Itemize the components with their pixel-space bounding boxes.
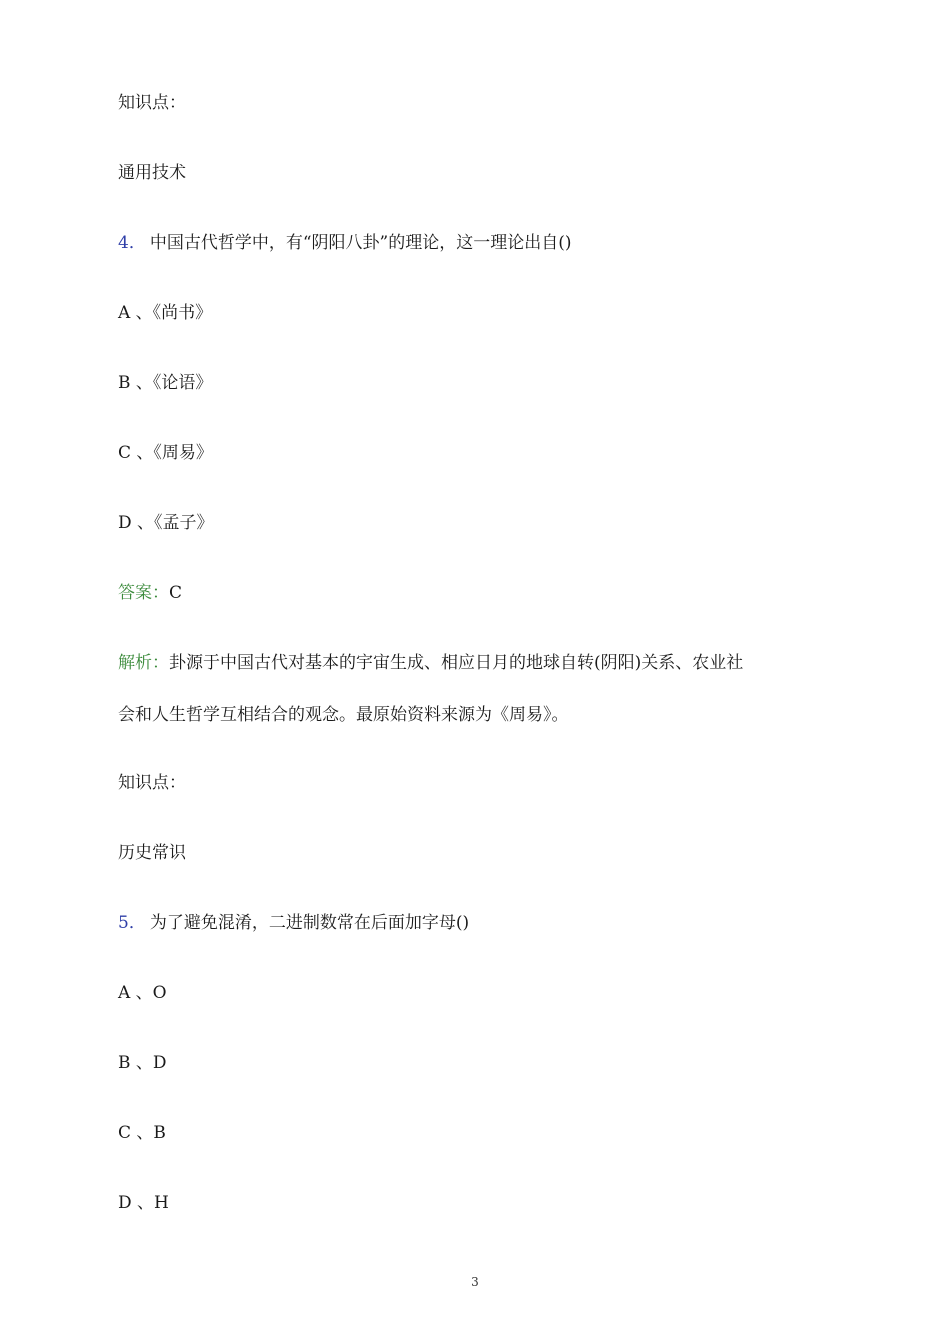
question-text: 中国古代哲学中，有“阴阳八卦”的理论，这一理论出自() (149, 233, 572, 253)
option-b: B 、《论语》 (118, 373, 213, 393)
answer-label: 答案： (118, 583, 169, 603)
page-number: 3 (471, 1275, 479, 1289)
question-number: 4． (118, 233, 146, 253)
option-a: A 、《尚书》 (118, 303, 213, 323)
option-a: A 、O (118, 983, 167, 1003)
option-c: C 、B (118, 1123, 166, 1143)
knowledge-label: 知识点： (118, 773, 186, 793)
analysis-text-line1: 卦源于中国古代对基本的宇宙生成、相应日月的地球自转(阴阳)关系、农业社 (169, 653, 744, 673)
question-4 (118, 233, 571, 253)
question-number: 5． (118, 913, 146, 933)
knowledge-value: 通用技术 (118, 163, 186, 183)
knowledge-label: 知识点： (118, 93, 186, 113)
knowledge-value: 历史常识 (118, 843, 186, 863)
question-text: 为了避免混淆，二进制数常在后面加字母() (149, 913, 470, 933)
option-d: D 、H (118, 1193, 169, 1213)
option-c: C 、《周易》 (118, 443, 213, 463)
answer (118, 583, 182, 603)
analysis (118, 653, 743, 673)
analysis-text-line2: 会和人生哲学互相结合的观念。最原始资料来源为《周易》。 (118, 705, 569, 725)
option-b: B 、D (118, 1053, 167, 1073)
answer-value: C (169, 583, 183, 603)
analysis-label: 解析： (118, 653, 169, 673)
option-d: D 、《孟子》 (118, 513, 214, 533)
question-5 (118, 913, 469, 933)
